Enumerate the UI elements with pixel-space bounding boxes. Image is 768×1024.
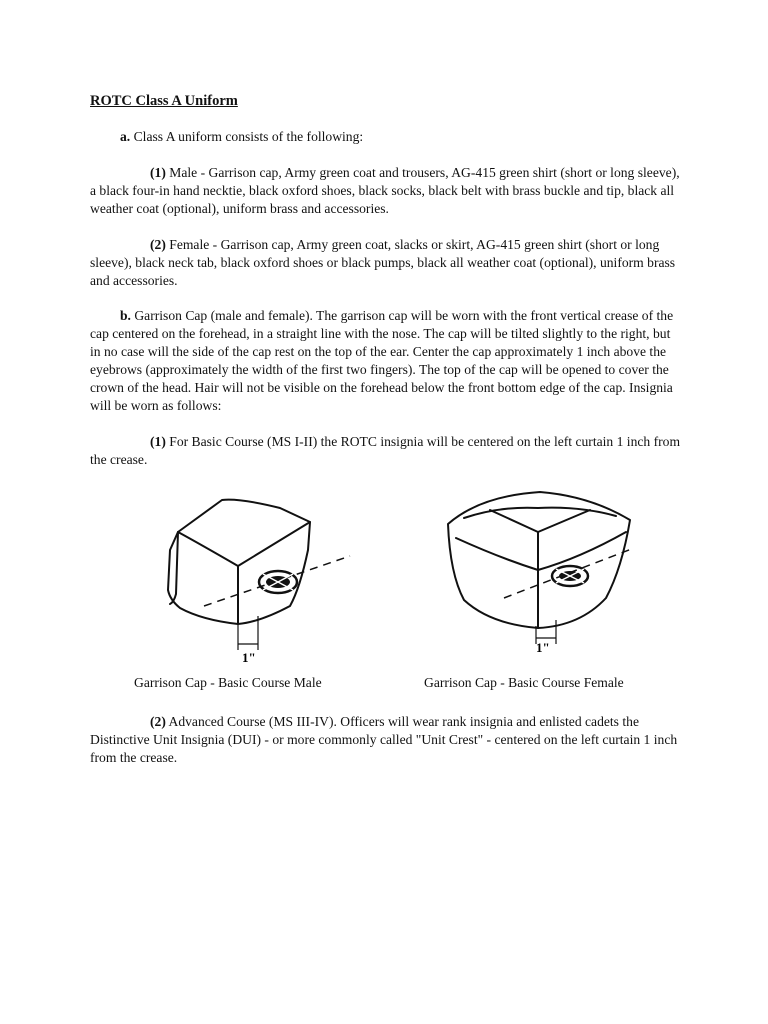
male-figure-caption: Garrison Cap - Basic Course Male [134,675,322,690]
item-b2-paragraph [90,713,682,767]
item-a1-marker: (1) [150,165,166,180]
female-figure-caption: Garrison Cap - Basic Course Female [424,675,624,690]
female-cap-brim-edge [456,532,626,570]
female-cap-top-crease [464,508,616,518]
section-a-paragraph [90,128,682,146]
page-title: ROTC Class A Uniform [90,93,238,109]
male-cap-top-crease [178,522,310,566]
male-measure-label: 1" [242,650,256,665]
female-measure-label: 1" [536,640,550,655]
rotc-insignia-icon [552,566,588,586]
item-a1-text: Male - Garrison cap, Army green coat and trousers, AG-415 green shirt (short or long sleeve), a black four-in hand necktie, black oxford shoes, black socks, black belt with brass buckle and tip, black all weather coat (optional), uniform brass and accessories. [90,165,680,216]
section-b-marker: b. [120,308,131,323]
section-a-marker: a. [120,129,131,144]
male-garrison-cap-illustration [140,490,360,670]
female-garrison-cap-illustration [430,488,650,668]
female-cap-inner-fold [490,510,590,532]
item-b2-marker: (2) [150,714,166,729]
item-b1-text: For Basic Course (MS I-II) the ROTC insignia will be centered on the left curtain 1 inch from the crease. [90,434,681,467]
item-a2-paragraph [90,236,682,290]
item-b1-marker: (1) [150,434,166,449]
section-b-text: Garrison Cap (male and female). The garrison cap will be worn with the front vertical crease of the cap centered on the forehead, in a straight line with the nose. The cap will be tilted slightly to the right, but in no case will the side of the cap rest on the top of the ear. Center the cap approximately 1 inch above the eyebrows (approximately the width of the first two fingers). The top of the cap will be opened to cover the crown of the head. Hair will not be visible on the forehead below the front bottom edge of the cap. Insignia will be worn as follows: [90,308,674,413]
item-b2-text: Advanced Course (MS III-IV). Officers will wear rank insignia and enlisted cadets the Distinctive Unit Insignia (DUI) - or more commonly called "Unit Crest" - centered on the left curtain 1 inch from the crease. [90,714,678,765]
rotc-insignia-icon [259,571,297,593]
item-a1-paragraph [90,164,682,218]
item-b1-paragraph [90,433,682,469]
section-a-text: Class A uniform consists of the following: [130,129,364,144]
section-b-paragraph [90,307,682,415]
item-a2-text: Female - Garrison cap, Army green coat, slacks or skirt, AG-415 green shirt (short or long sleeve), black neck tab, black oxford shoes or black pumps, black all weather coat (optional), uniform brass and accessories. [90,237,676,288]
item-a2-marker: (2) [150,237,166,252]
